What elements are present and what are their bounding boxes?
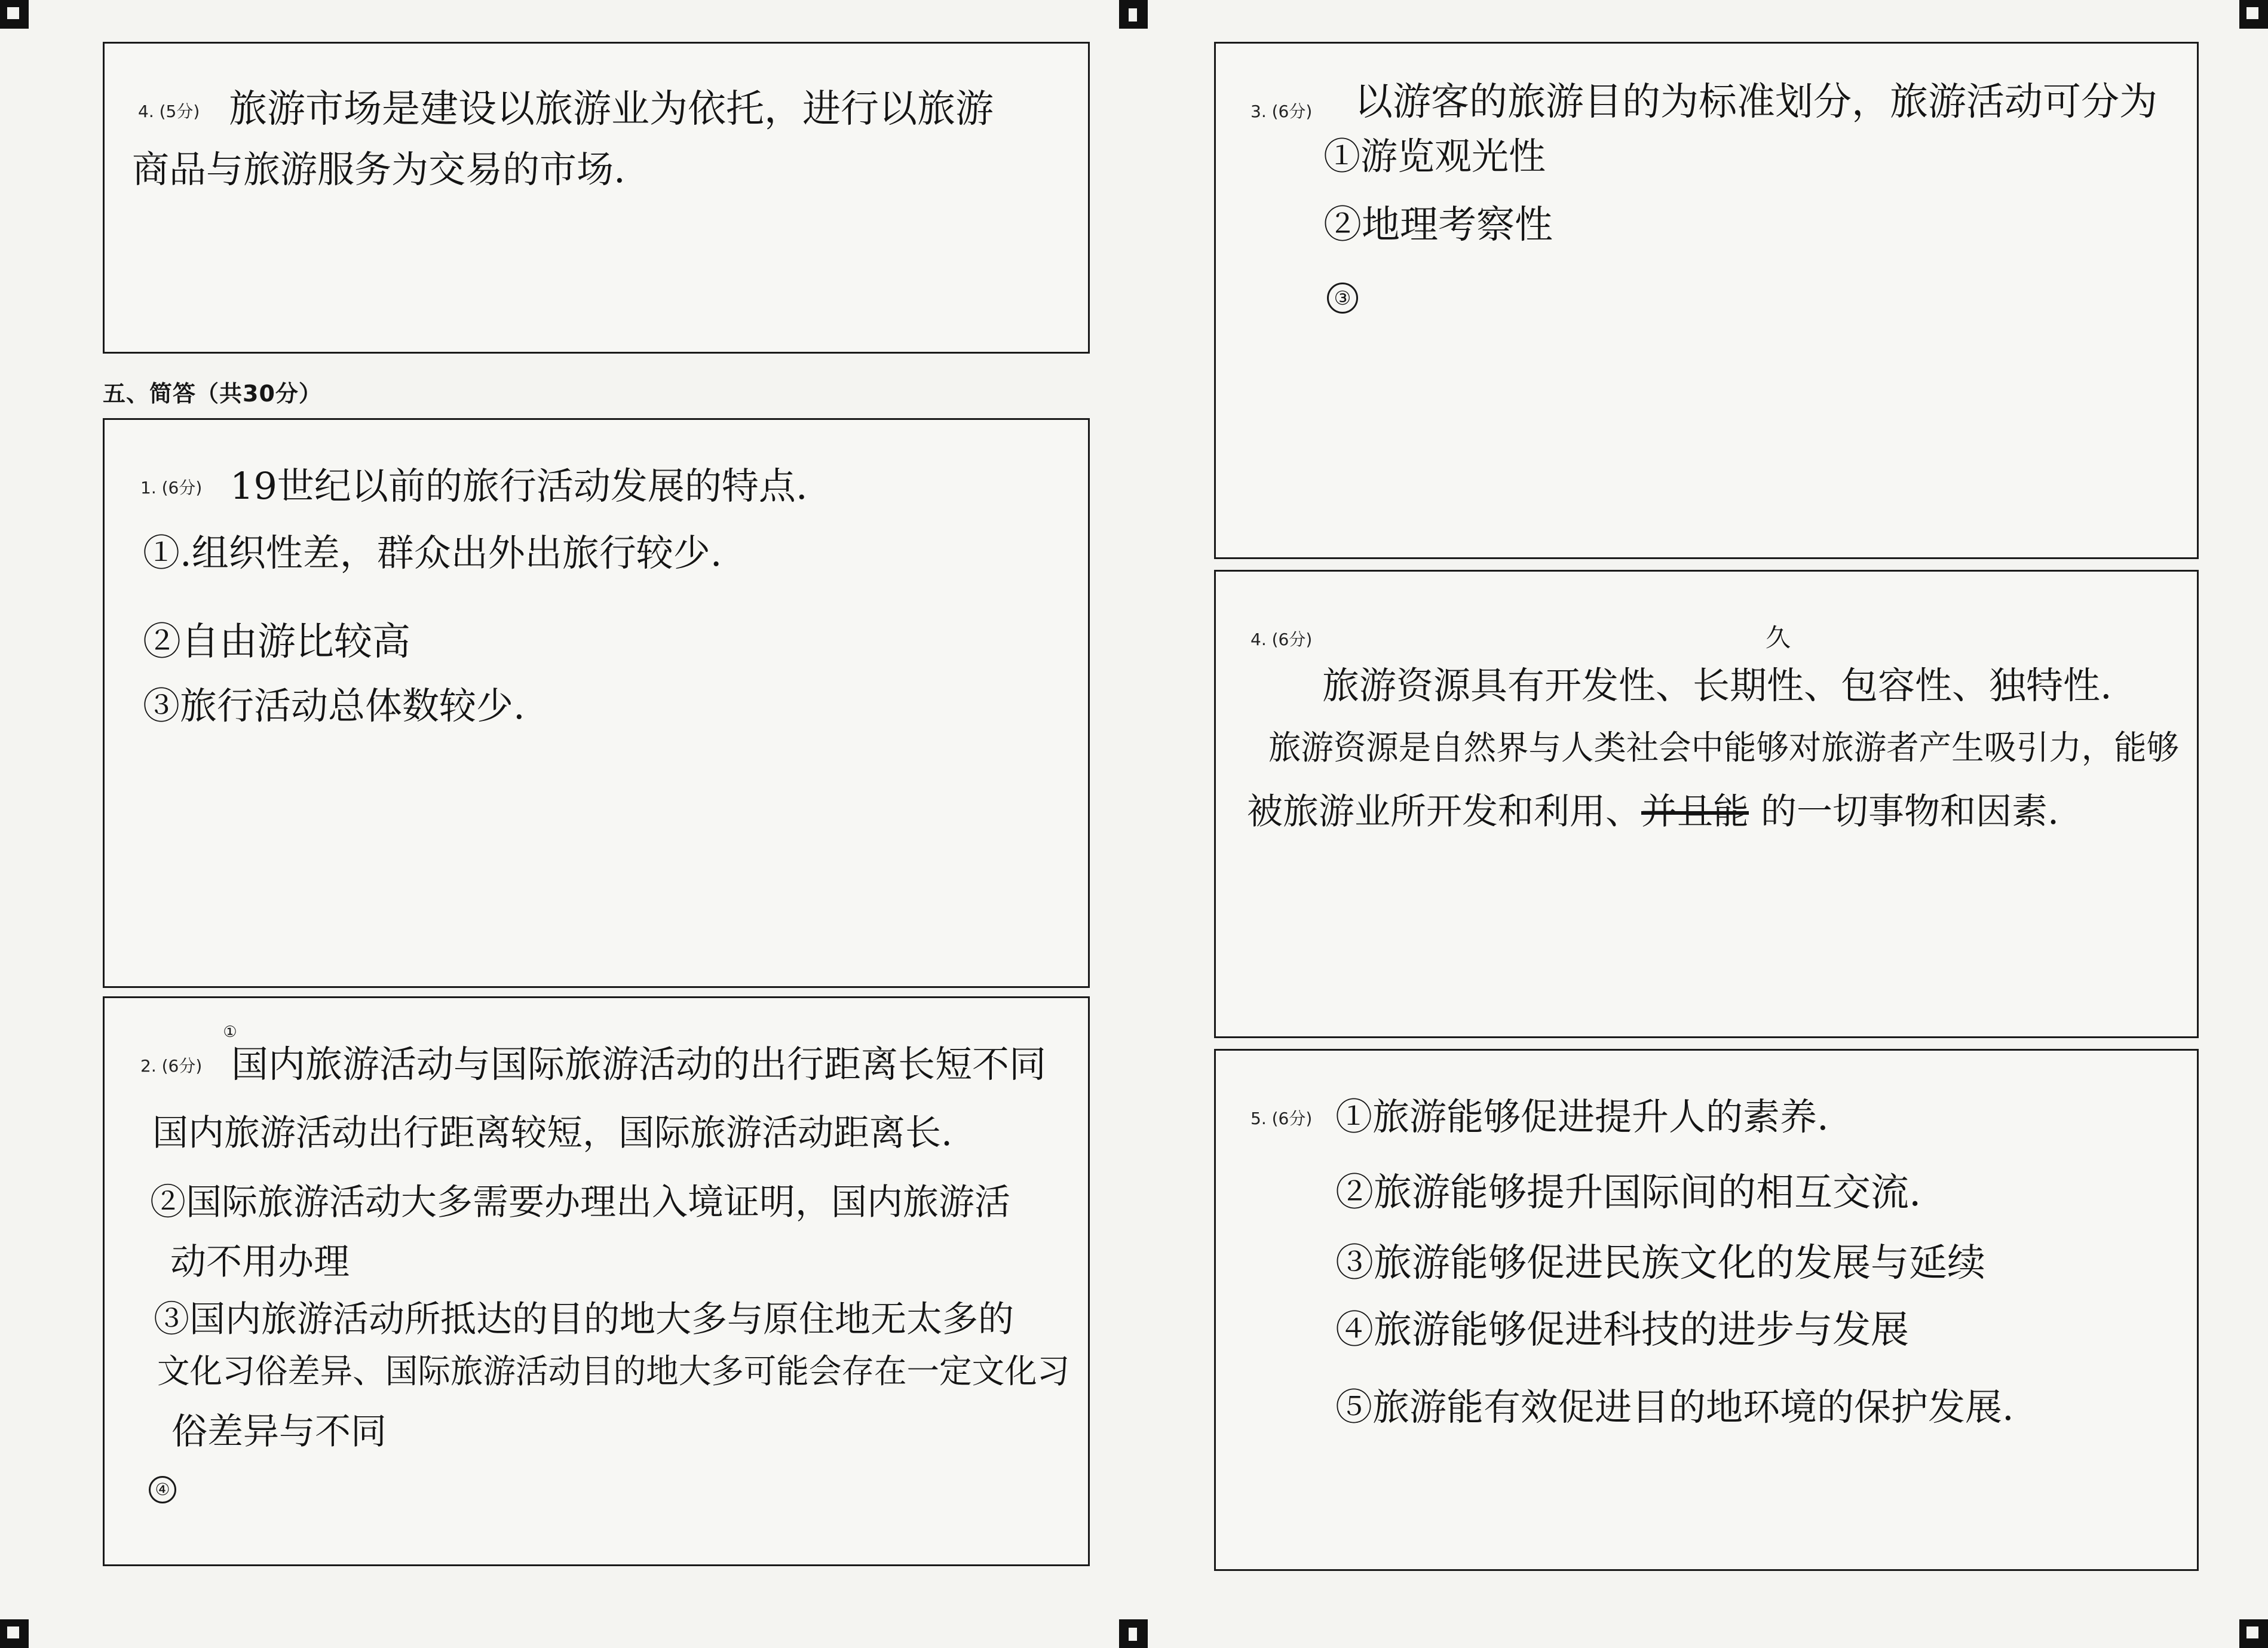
answer-line-5: ⑤旅游能有效促进目的地环境的保护发展. — [1335, 1385, 2014, 1429]
answer-line-5: ③国内旅游活动所抵达的目的地大多与原住地无太多的 — [154, 1299, 1014, 1340]
answer-line-3-part-c: 的一切事物和因素. — [1761, 791, 2059, 833]
answer-line-2: ①游览观光性 — [1323, 134, 1546, 178]
registration-marker-top-left — [0, 0, 29, 29]
registration-marker-bottom-center — [1119, 1619, 1148, 1648]
answer-line-3: ③旅行活动总体数较少. — [143, 684, 525, 728]
answer-box-q4-right — [1214, 570, 2199, 1038]
question-label: 4. (6分) — [1251, 630, 1313, 649]
answer-line-1: 国内旅游活动与国际旅游活动的出行距离长短不同 — [231, 1042, 1047, 1086]
question-label: 1. (6分) — [140, 478, 203, 498]
answer-line-3: ③旅游能够促进民族文化的发展与延续 — [1335, 1241, 1985, 1285]
question-label: 4. (5分) — [138, 102, 200, 121]
circled-mark-3: ③ — [1327, 283, 1358, 314]
question-label: 2. (6分) — [140, 1056, 203, 1076]
answer-box-q5 — [1214, 1049, 2199, 1571]
answer-box-q2 — [103, 996, 1090, 1566]
answer-line-2: 商品与旅游服务为交易的市场. — [132, 148, 626, 191]
answer-line-1: ①.组织性差，群众出外出旅行较少. — [143, 531, 722, 575]
answer-line-1: 以游客的旅游目的为标准划分，旅游活动可分为 — [1354, 80, 2157, 124]
answer-line-3: ②国际旅游活动大多需要办理出入境证明，国内旅游活 — [150, 1181, 1010, 1223]
answer-line-2: 国内旅游活动出行距离较短，国际旅游活动距离长. — [152, 1112, 953, 1154]
circled-mark-1: ① — [223, 1023, 237, 1041]
answer-line-3: ②地理考察性 — [1323, 203, 1553, 247]
section-title: 五、简答（共30分） — [103, 380, 322, 407]
answer-title: 19世纪以前的旅行活动发展的特点. — [230, 464, 808, 508]
answer-line-4: ④旅游能够促进科技的进步与发展 — [1335, 1308, 1909, 1352]
answer-line-2: 旅游资源是自然界与人类社会中能够对旅游者产生吸引力，能够 — [1268, 729, 2180, 768]
registration-marker-top-right — [2239, 0, 2268, 29]
answer-line-2: ②旅游能够提升国际间的相互交流. — [1335, 1171, 1921, 1215]
answer-line-2: ②自由游比较高 — [143, 620, 410, 664]
registration-marker-top-center — [1119, 0, 1148, 29]
answer-line-1: 旅游市场是建设以旅游业为依托，进行以旅游 — [229, 87, 994, 131]
circled-mark-4: ④ — [149, 1476, 176, 1503]
answer-box-q3 — [1214, 42, 2199, 559]
question-label: 5. (6分) — [1251, 1109, 1313, 1128]
insertion-mark: 久 — [1766, 623, 1791, 652]
answer-line-1: 旅游资源具有开发性、长期性、包容性、独特性. — [1322, 664, 2112, 707]
struck-out-text: 并且能 — [1641, 791, 1749, 833]
answer-line-6: 文化习俗差异、国际旅游活动目的地大多可能会存在一定文化习 — [157, 1352, 1070, 1391]
registration-marker-bottom-left — [0, 1619, 29, 1648]
answer-line-4: 动不用办理 — [170, 1241, 350, 1283]
answer-box-q1 — [103, 418, 1090, 988]
registration-marker-bottom-right — [2239, 1619, 2268, 1648]
answer-line-7: 俗差异与不同 — [171, 1411, 387, 1453]
question-label: 3. (6分) — [1251, 102, 1313, 121]
answer-box-q4-left — [103, 42, 1090, 354]
answer-line-3 — [1247, 791, 2059, 833]
answer-line-1: ①旅游能够促进提升人的素养. — [1335, 1095, 1829, 1138]
answer-line-3-part-a: 被旅游业所开发和利用、 — [1247, 791, 1641, 833]
